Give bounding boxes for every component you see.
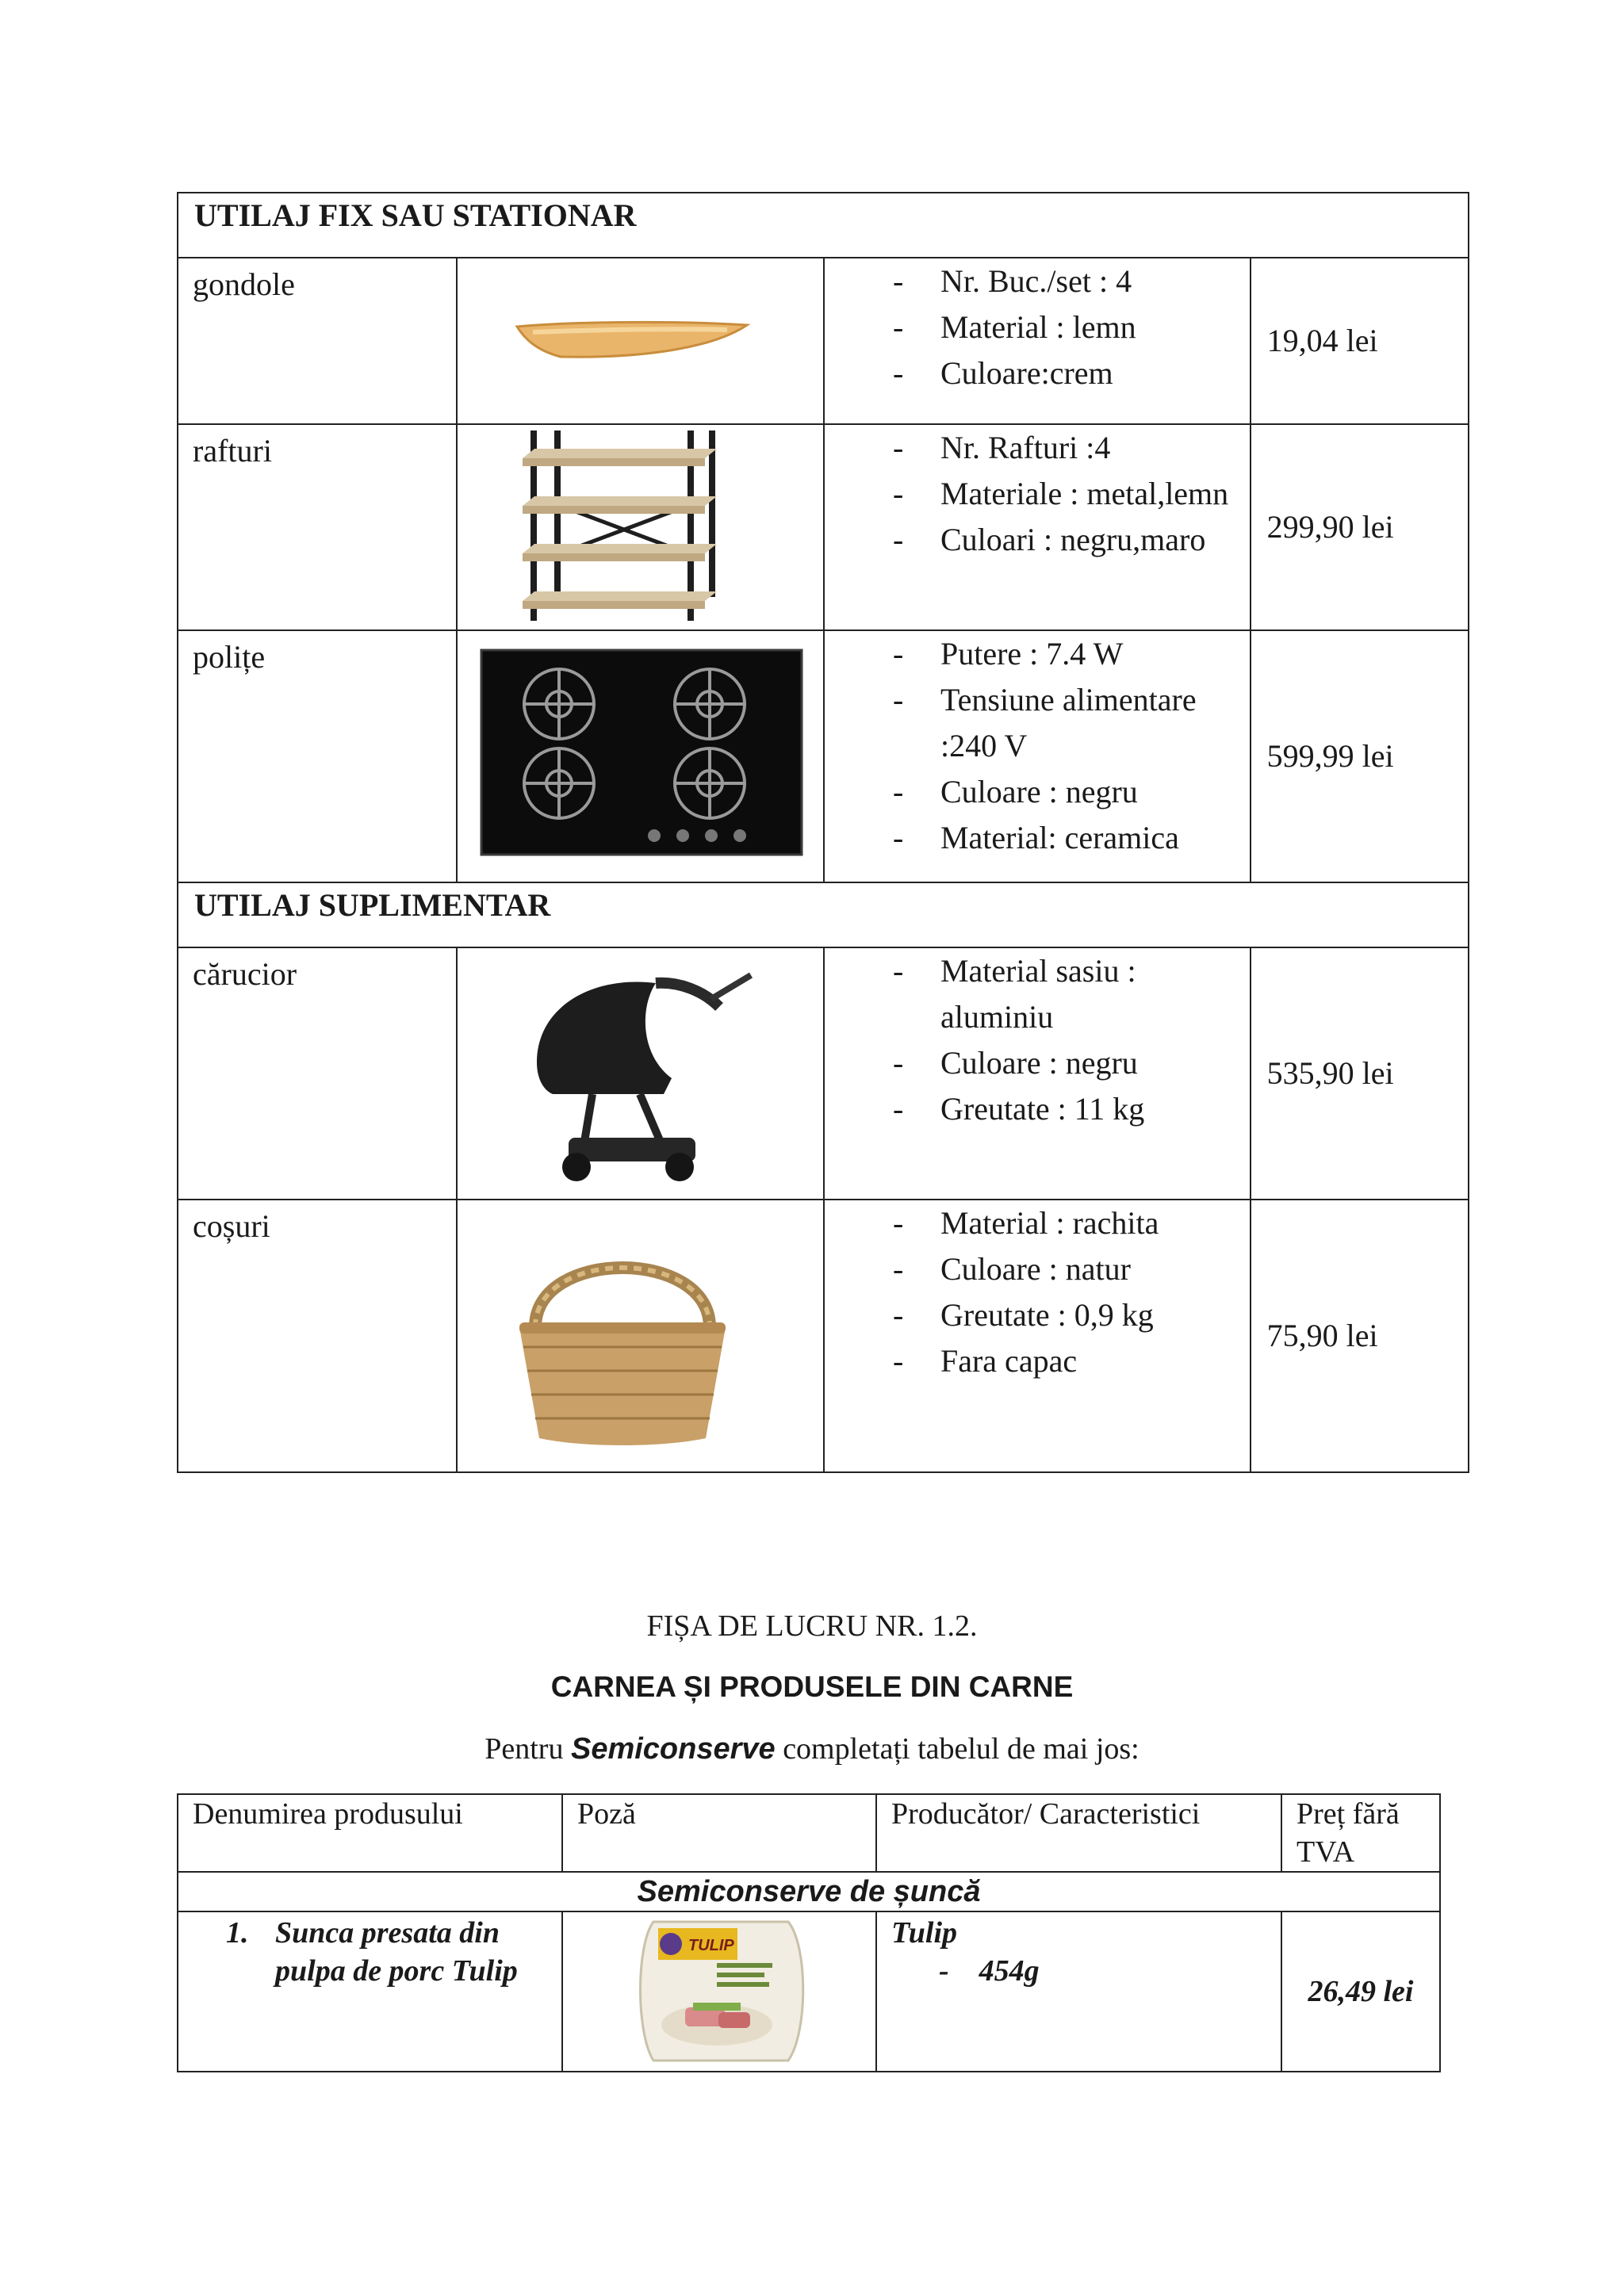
weight-spec: - 454g xyxy=(939,1954,1040,1988)
spec-item: - Culoare : negru xyxy=(825,1040,1245,1086)
equipment-table xyxy=(177,192,1469,1473)
product-name: polițe xyxy=(178,630,457,882)
wooden-gondola-tray-image xyxy=(457,258,824,424)
price: 19,04 lei xyxy=(1251,258,1469,424)
product-name: gondole xyxy=(178,258,457,424)
spec-item: - Nr. Buc./set : 4 xyxy=(825,258,1245,304)
spec-item: - Material: ceramica xyxy=(825,815,1245,861)
wicker-basket-image xyxy=(457,1200,824,1472)
price: 599,99 lei xyxy=(1251,630,1469,882)
price: 535,90 lei xyxy=(1251,947,1469,1200)
spec-item: - Greutate : 11 kg xyxy=(825,1086,1245,1132)
spec-item: - Tensiune alimentare :240 V xyxy=(825,677,1245,769)
black-gas-hob-image xyxy=(457,630,824,882)
spec-list xyxy=(824,1200,1251,1472)
section-extra-heading: UTILAJ SUPLIMENTAR xyxy=(178,882,1469,947)
spec-item: - Fara capac xyxy=(825,1338,1245,1384)
worksheet-number: FIȘA DE LUCRU NR. 1.2. xyxy=(646,1609,978,1643)
table-row xyxy=(178,1200,1469,1472)
spec-item: - Greutate : 0,9 kg xyxy=(825,1292,1245,1338)
spec-list xyxy=(824,258,1251,424)
table-row xyxy=(178,947,1469,1200)
spec-item: - Culoari : negru,maro xyxy=(825,517,1245,563)
producer-name: Tulip xyxy=(891,1916,958,1950)
product-name: rafturi xyxy=(178,424,457,630)
spec-item: - Putere : 7.4 W xyxy=(825,631,1245,677)
product-name: cărucior xyxy=(178,947,457,1200)
spec-item: - Materiale : metal,lemn xyxy=(825,471,1245,517)
header-cell: Preț fără TVA xyxy=(1281,1794,1440,1872)
table-row xyxy=(178,1911,1440,2072)
black-stroller-image xyxy=(457,947,824,1200)
spec-list xyxy=(824,424,1251,630)
spec-item: - Culoare:crem xyxy=(825,350,1245,396)
category-subheader: Semiconserve de șuncă xyxy=(178,1872,1440,1911)
product-number: 1. xyxy=(226,1916,249,1950)
spec-list xyxy=(824,947,1251,1200)
spec-item: - Culoare : negru xyxy=(825,769,1245,815)
price: 26,49 lei xyxy=(1281,1911,1440,2072)
table-row xyxy=(178,424,1469,630)
price: 299,90 lei xyxy=(1251,424,1469,630)
product-name: Sunca presata din pulpa de porc Tulip xyxy=(275,1916,518,1988)
table-row xyxy=(178,630,1469,882)
spec-item: - Nr. Rafturi :4 xyxy=(825,425,1245,471)
header-cell: Denumirea produsului xyxy=(178,1794,562,1872)
brand-logo-text: TULIP xyxy=(688,1937,734,1954)
instruction-prefix: Pentru xyxy=(485,1732,564,1766)
metal-wood-shelf-image xyxy=(457,424,824,630)
spec-item: - Culoare : natur xyxy=(825,1246,1245,1292)
table-row xyxy=(178,258,1469,424)
product-name-cell xyxy=(178,1911,562,2072)
header-cell: Poză xyxy=(562,1794,876,1872)
instruction-text xyxy=(0,1732,1624,1766)
producer-specs-cell xyxy=(876,1911,1281,2072)
table-header-row xyxy=(178,1794,1440,1872)
section-fixed-heading: UTILAJ FIX SAU STATIONAR xyxy=(178,193,1469,258)
spec-item: - Material : lemn xyxy=(825,304,1245,350)
semiconserve-table xyxy=(177,1793,1441,2072)
worksheet-title: CARNEA ȘI PRODUSELE DIN CARNE xyxy=(550,1670,1074,1703)
header-cell: Producător/ Caracteristici xyxy=(876,1794,1281,1872)
tulip-ham-can-image xyxy=(562,1911,876,2072)
weight-value: 454g xyxy=(979,1954,1040,1988)
spec-item: - Material : rachita xyxy=(825,1200,1245,1246)
instruction-suffix: completați tabelul de mai jos: xyxy=(783,1732,1139,1766)
spec-list xyxy=(824,630,1251,882)
instruction-bold: Semiconserve xyxy=(570,1732,776,1766)
spec-item: - Material sasiu : aluminiu xyxy=(825,948,1245,1040)
product-name: coșuri xyxy=(178,1200,457,1472)
price: 75,90 lei xyxy=(1251,1200,1469,1472)
